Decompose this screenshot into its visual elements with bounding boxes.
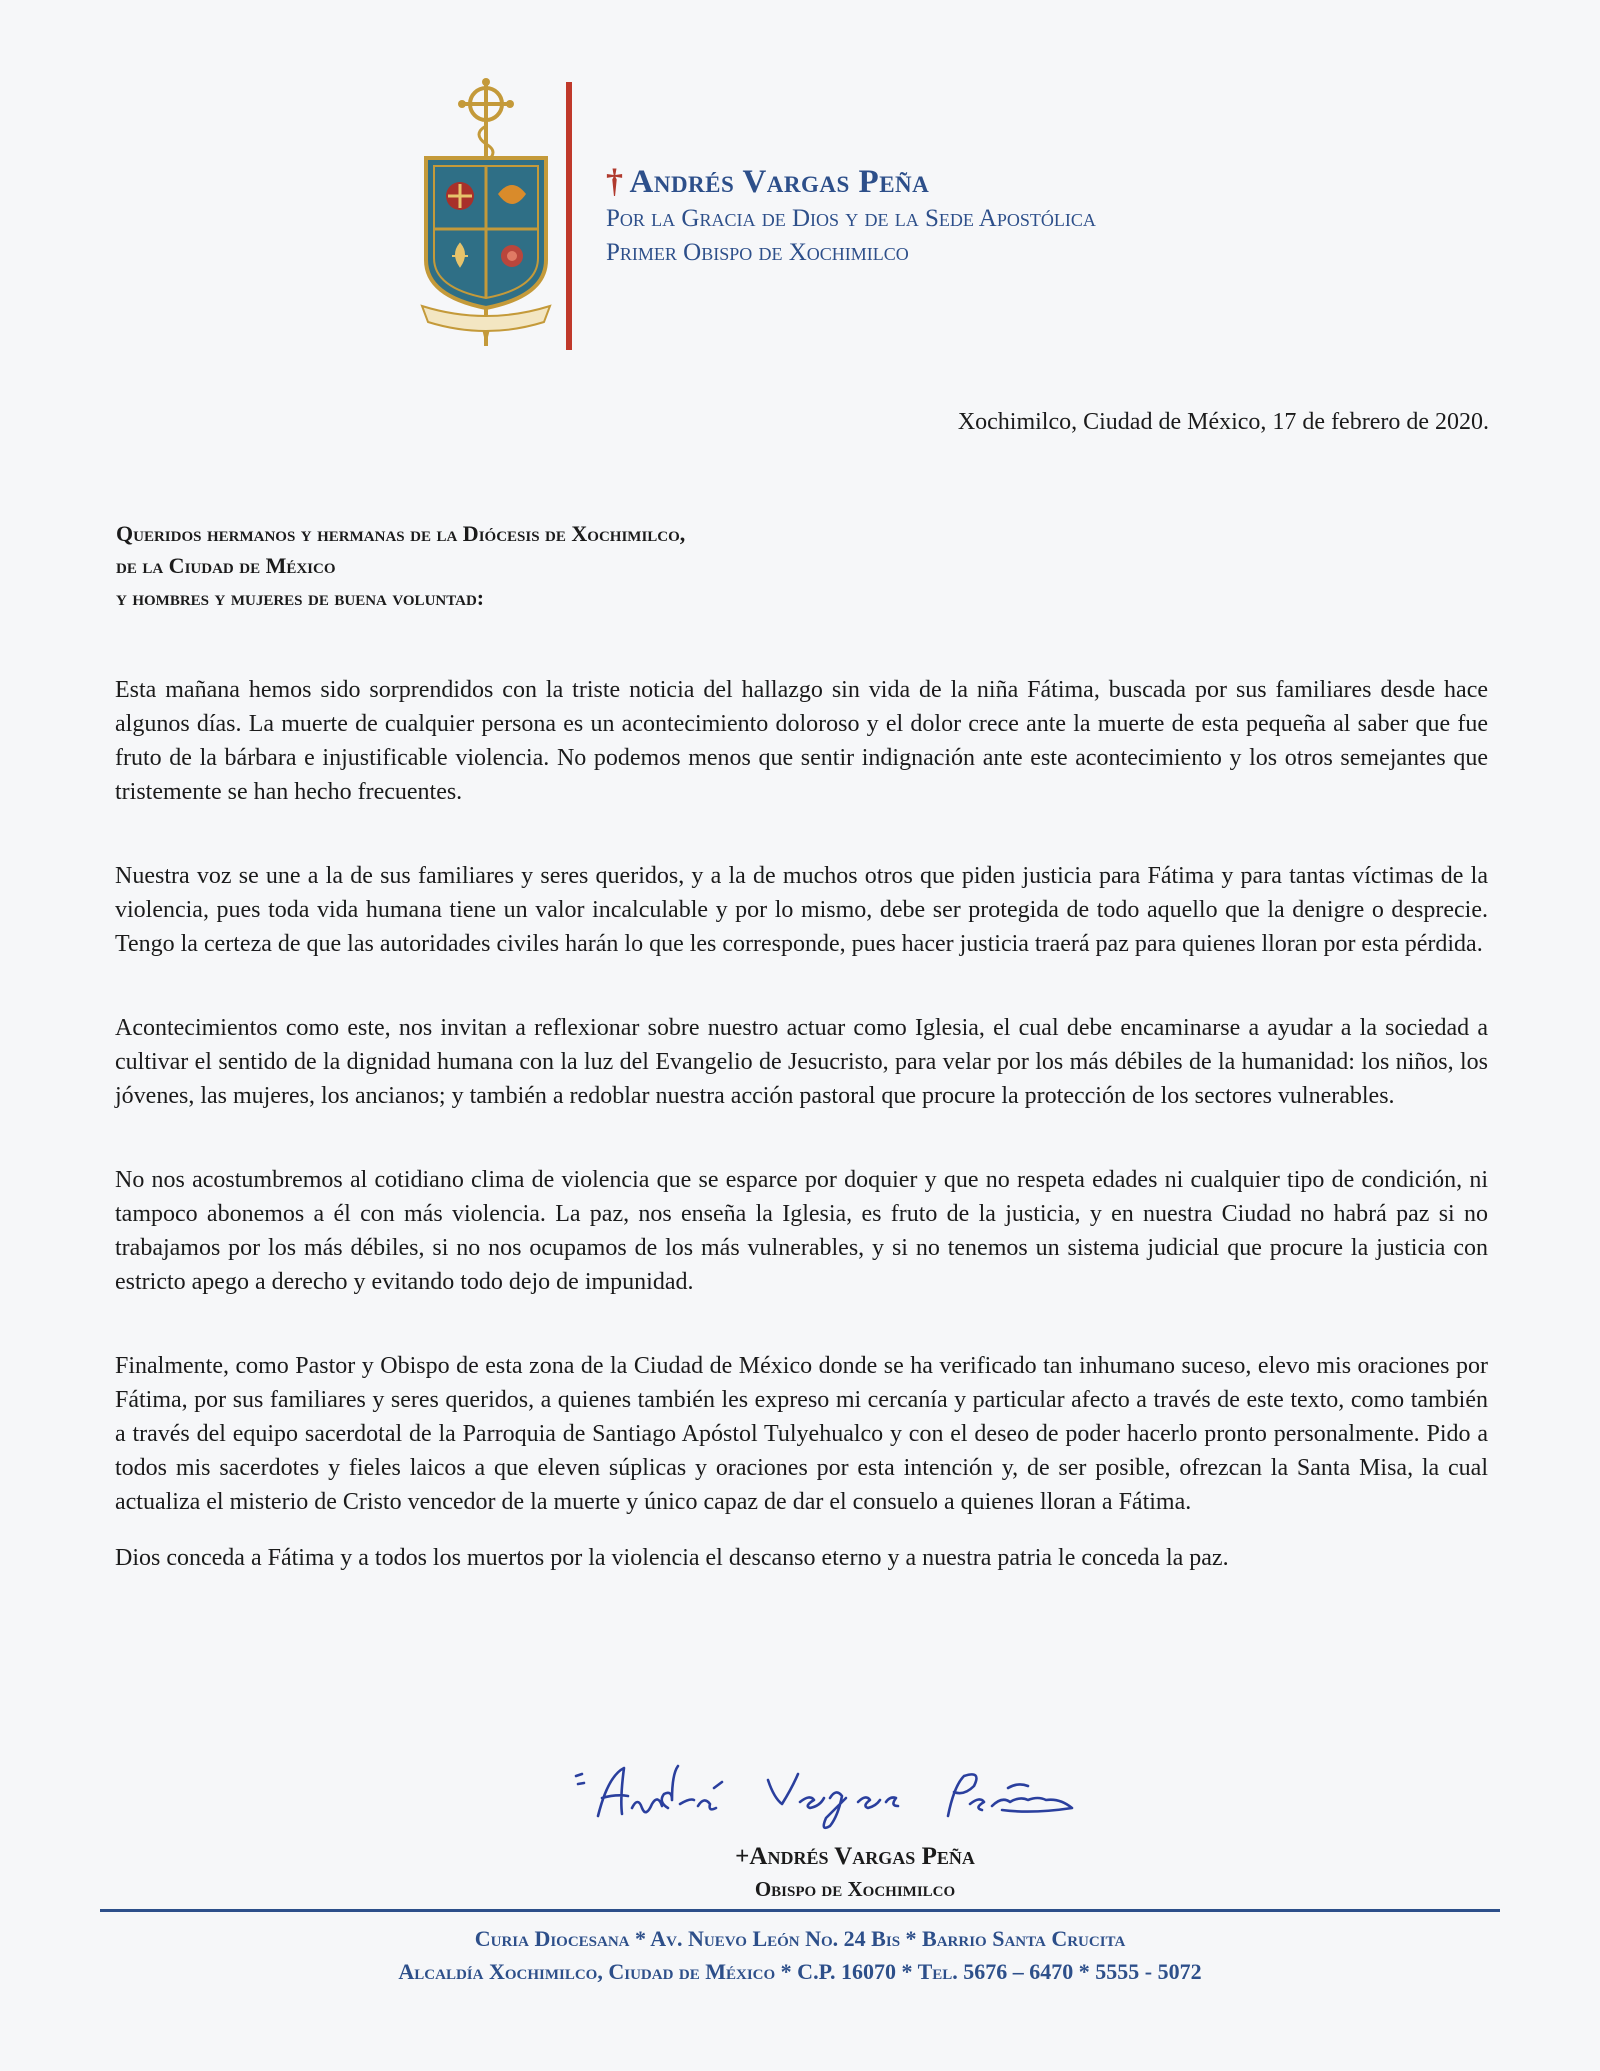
salutation-line-3: y hombres y mujeres de buena voluntad:: [116, 585, 485, 610]
paragraph: Nuestra voz se une a la de sus familiares y seres queridos, y a la de muchos otros que piden justicia para Fátima y para tantas víctimas de la violencia, pues toda vida humana tiene un valor incalculable y por lo mismo, debe ser protegida de todo aquello que la denigre o desprecie. Tengo la certeza de que las autoridades civiles harán lo que les corresponde, pues hacer justicia traerá paz para quienes lloran por esta pérdida.: [115, 863, 1488, 957]
paragraph: No nos acostumbremos al cotidiano clima de violencia que se esparce por doquier y que no respeta edades ni cualquier tipo de condición, ni tampoco abonemos a él con más violencia. La paz, nos enseña la Iglesia, es fruto de la justicia, y en nuestra Ciudad no habrá paz si no trabajamos por los más débiles, si no nos ocupamos de los más vulnerables, y si no tenemos un sistema judicial que procure la justicia con estricto apego a derecho y evitando todo dejo de impunidad.: [115, 1167, 1488, 1295]
paragraph: Acontecimientos como este, nos invitan a reflexionar sobre nuestro actuar como Iglesia, el cual debe encaminarse a ayudar a la sociedad a cultivar el sentido de la dignidad humana con la luz del Evangelio de Jesucristo, para velar por los más débiles de la humanidad: los niños, los jóvenes, las mujeres, los ancianos; y también a redoblar nuestra acción pastoral que procure la protección de los sectores vulnerables.: [115, 1015, 1488, 1109]
letter-body: [115, 673, 1488, 1575]
date-line: Xochimilco, Ciudad de México, 17 de febrero de 2020.: [957, 409, 1489, 435]
letterhead-line-2: Primer Obispo de Xochimilco: [606, 239, 909, 266]
header-divider: [566, 82, 572, 350]
coat-of-arms-icon: [412, 74, 560, 356]
footer-contact-line: Alcaldía Xochimilco, Ciudad de México * C.P. 16070 * Tel. 5676 – 6470 * 5555 - 5072: [398, 1959, 1202, 1984]
footer-divider: [100, 1909, 1500, 1912]
salutation-line-1: Queridos hermanos y hermanas de la Diócesis de Xochimilco,: [116, 521, 686, 546]
signature-block: [0, 1840, 1600, 1904]
cross-icon: †: [606, 163, 624, 200]
footer: [0, 1922, 1600, 1988]
signer-name: +Andrés Vargas Peña: [735, 1843, 975, 1870]
salutation: [116, 518, 685, 614]
letterhead: [606, 162, 1096, 270]
letterhead-line-1: Por la Gracia de Dios y de la Sede Apostólica: [606, 205, 1096, 232]
bishop-name-text: Andrés Vargas Peña: [629, 164, 930, 200]
bishop-name: [606, 162, 1096, 202]
paragraph: Finalmente, como Pastor y Obispo de esta zona de la Ciudad de México donde se ha verificado tan inhumano suceso, elevo mis oraciones por Fátima, por sus familiares y seres queridos, a quienes también les expreso mi cercanía y particular afecto a través de este texto, como también a través del equipo sacerdotal de la Parroquia de Santiago Apóstol Tulyehualco y con el deseo de poder hacerlo pronto personalmente. Pido a todos mis sacerdotes y fieles laicos a que eleven súplicas y oraciones por esta intención y, de ser posible, ofrezcan la Santa Misa, la cual actualiza el misterio de Cristo vencedor de la muerte y único capaz de dar el consuelo a quienes lloran a Fátima.: [115, 1353, 1488, 1515]
footer-address-line: Curia Diocesana * Av. Nuevo León No. 24 Bis * Barrio Santa Crucita: [474, 1926, 1126, 1951]
signer-title: Obispo de Xochimilco: [754, 1877, 956, 1901]
closing-paragraph: Dios conceda a Fátima y a todos los muertos por la violencia el descanso eterno y a nuestra patria le conceda la paz.: [115, 1545, 1229, 1571]
paragraph: Esta mañana hemos sido sorprendidos con la triste noticia del hallazgo sin vida de la niña Fátima, buscada por sus familiares desde hace algunos días. La muerte de cualquier persona es un acontecimiento doloroso y el dolor crece ante la muerte de esta pequeña al saber que fue fruto de la bárbara e injustificable violencia. No podemos menos que sentir indignación ante este acontecimiento y los otros semejantes que tristemente se han hecho frecuentes.: [115, 677, 1488, 805]
handwritten-signature: [568, 1758, 1108, 1838]
salutation-line-2: de la Ciudad de México: [116, 553, 336, 578]
